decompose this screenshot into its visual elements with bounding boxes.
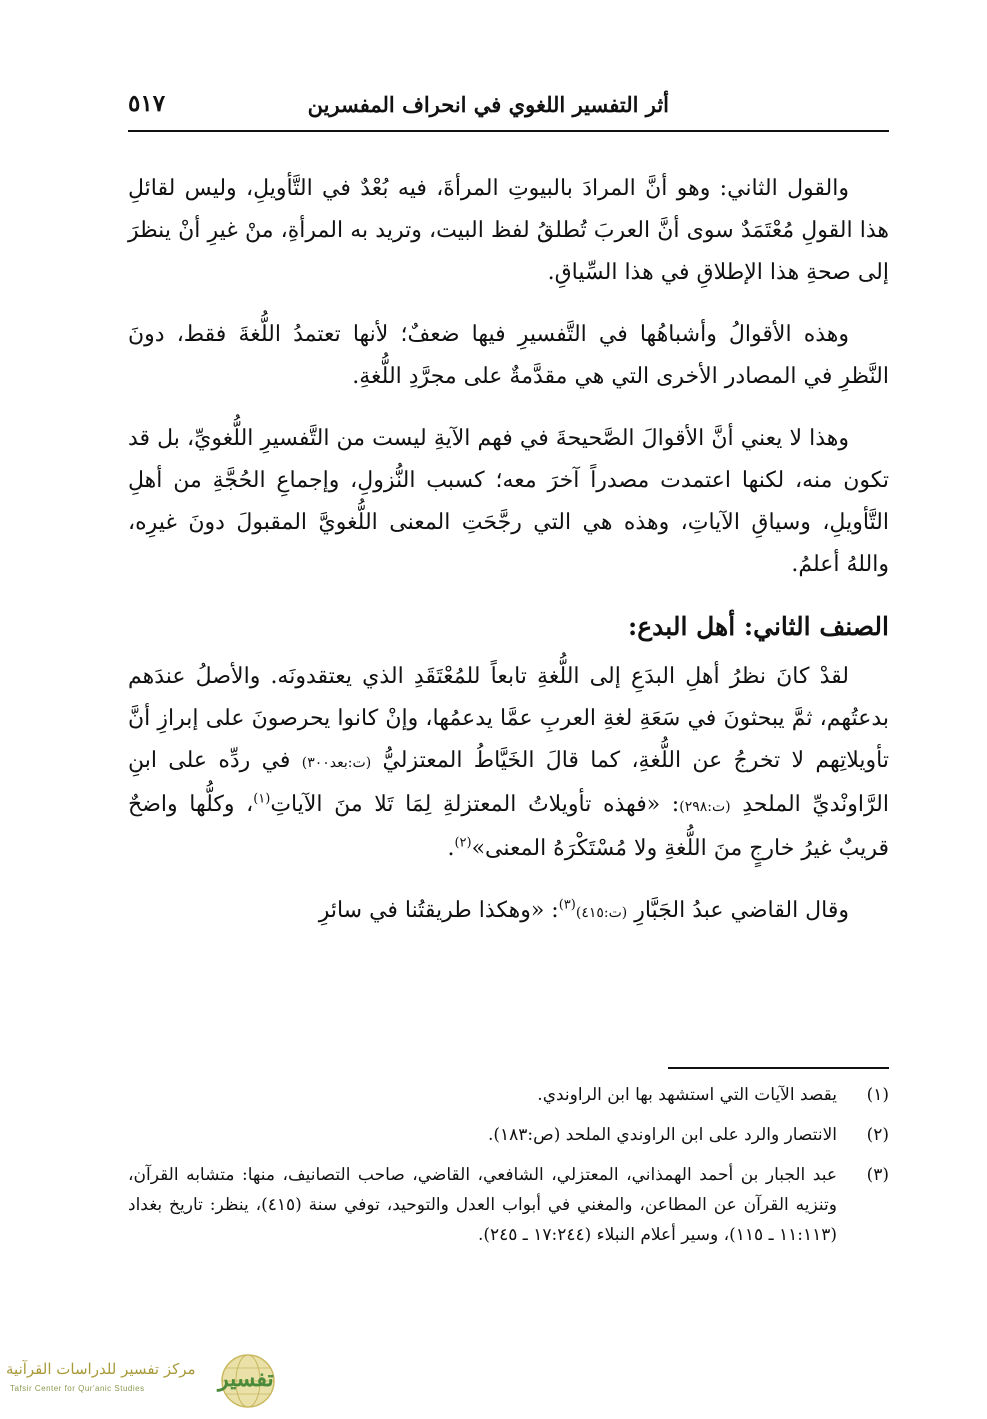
footnotes <box>128 1080 889 1260</box>
section-heading: الصنف الثاني: أهل البدع: <box>628 612 889 641</box>
paragraph-3: وهذا لا يعني أنَّ الأقوالَ الصَّحيحةَ في فهم الآيةِ ليست من التَّفسيرِ اللُّغويِّ، بل قد تكون منه، لكنها اعتمدت مصدراً آخرَ معه؛ كسبب النُّزولِ، وإجماعِ الحُجَّةِ من أهلِ التَّأويلِ، وسياقِ الآياتِ، وهذه هي التي رجَّحَتِ المعنى اللُّغويَّ المقبولَ دونَ غيرِه، واللهُ أعلمُ. <box>128 426 889 577</box>
logo-mark-text: تفسير <box>218 1366 274 1392</box>
page-header <box>128 86 889 132</box>
logo-english-text: Tafsir Center for Qur'anic Studies <box>10 1384 145 1393</box>
paragraph-4-text-c: : «فهذه تأويلاتُ المعتزلةِ لِمَا تَلا منَ الآياتِ <box>270 792 680 817</box>
page-number: ٥١٧ <box>128 90 166 117</box>
footnote-divider <box>668 1067 889 1069</box>
footnote-3 <box>128 1160 889 1250</box>
paragraph-4-text-f: . <box>447 836 455 861</box>
paragraph-5 <box>128 890 889 934</box>
footnote-2 <box>128 1120 889 1150</box>
death-date-rawandi: (ت:٢٩٨) <box>679 799 731 815</box>
footnote-number: (١) <box>866 1085 889 1105</box>
main-text <box>128 168 889 954</box>
paragraph-1: والقول الثاني: وهو أنَّ المرادَ بالبيوتِ المرأةَ، فيه بُعْدٌ في التَّأويلِ، وليس لقائلِ هذا القولِ مُعْتَمَدٌ سوى أنَّ العربَ تُطلقُ لفظ البيت، وتريد به المرأةِ، منْ غيرِ أنْ ينظرَ إلى صحةِ هذا الإطلاقِ في هذا السِّياقِ. <box>128 176 889 285</box>
paragraph-4-text-e: ، وكلُّها واضحٌ قريبٌ غيرُ خارجٍ منَ اللُّغةِ ولا مُسْتَكْرَهُ المعنى» <box>128 792 889 861</box>
paragraph-4 <box>128 656 889 870</box>
footnote-ref-1[interactable]: (١) <box>253 791 271 807</box>
footnote-ref-3[interactable]: (٣) <box>558 897 576 913</box>
footnote-number: (٢) <box>866 1125 889 1145</box>
paragraph-4-text-b: في ردِّه على ابنِ الرَّاونْديِّ الملحدِ <box>128 748 889 817</box>
tafsir-center-logo <box>0 1352 300 1410</box>
footnote-text: الانتصار والرد على ابن الراوندي الملحد (ص:١٨٣). <box>487 1125 837 1145</box>
death-date-khayyat: (ت:بعد٣٠٠) <box>301 755 372 771</box>
logo-arabic-text: مركز تفسير للدراسات القرآنية <box>6 1360 196 1378</box>
footnote-text: عبد الجبار بن أحمد الهمذاني، المعتزلي، الشافعي، القاضي، صاحب التصانيف، منها: متشابه القرآن، وتنزيه القرآن عن المطاعن، والمغني في أبواب العدل والتوحيد، توفي سنة (٤١٥)، ينظر: تاريخ بغداد (١١:١١٣ ـ ١١٥)، وسير أعلام النبلاء (١٧:٢٤٤ ـ ٢٤٥). <box>128 1165 837 1245</box>
footnote-ref-2[interactable]: (٢) <box>454 835 472 851</box>
paragraph-4-text-a: لقدْ كانَ نظرُ أهلِ البدَعِ إلى اللُّغةِ تابعاً للمُعْتَقَدِ الذي يعتقدونَه. والأصلُ عندَهم بدعتُهم، ثمَّ يبحثونَ في سَعَةِ لغةِ العربِ عمَّا يدعمُها، وإنْ كانوا يحرصونَ على إبرازِ أنَّ تأويلاتِهم لا تخرجُ عن اللُّغةِ، كما قالَ الخَيَّاطُ المعتزليُّ <box>128 664 889 773</box>
footnote-number: (٣) <box>866 1165 889 1185</box>
death-date-abdul-jabbar: (ت:٤١٥) <box>575 905 628 921</box>
paragraph-5-text-a: وقال القاضي عبدُ الجَبَّارِ <box>627 898 849 923</box>
footnote-1 <box>128 1080 889 1110</box>
paragraph-5-text-b: : «وهكذا طريقتُنا في سائرِ <box>318 898 559 923</box>
footnote-text: يقصد الآيات التي استشهد بها ابن الراوندي. <box>537 1085 837 1105</box>
running-title: أثر التفسير اللغوي في انحراف المفسرين <box>307 92 669 117</box>
paragraph-2: وهذه الأقوالُ وأشباهُها في التَّفسيرِ فيها ضعفٌ؛ لأنها تعتمدُ اللُّغةَ فقط، دونَ النَّظرِ في المصادر الأخرى التي هي مقدَّمةٌ على مجرَّدِ اللُّغةِ. <box>128 322 889 389</box>
